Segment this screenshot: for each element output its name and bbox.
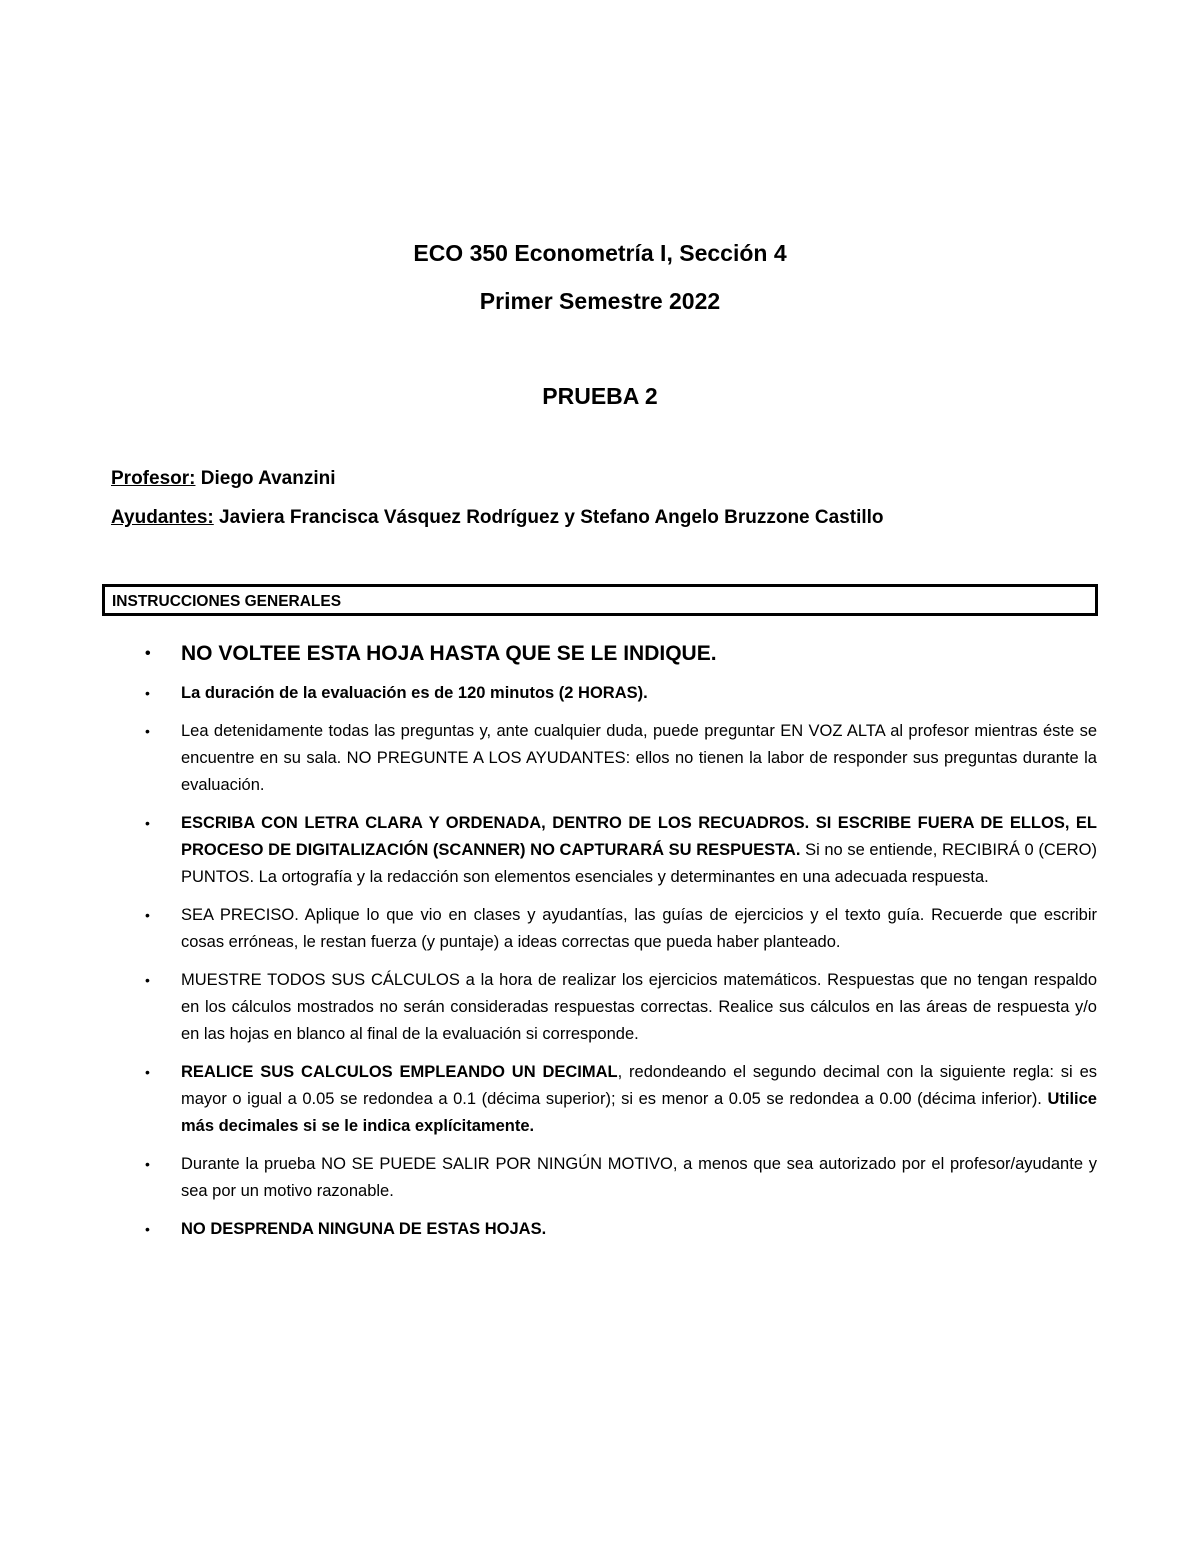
list-item: • REALICE SUS CALCULOS EMPLEANDO UN DECIMAL, redondeando el segundo decimal con la siguiente regla: si es mayor o igual a 0.05 se redondea a 0.1 (décima superior); si es menor a 0.05 se redondea a 0.00 (décima inferior). Utilice más decimales si se le indica explícitamente.: [0, 1059, 1097, 1140]
exam-title: PRUEBA 2: [542, 383, 658, 409]
list-item: • La duración de la evaluación es de 120 minutos (2 HORAS).: [0, 680, 1097, 707]
assistants-names: Javiera Francisca Vásquez Rodríguez y Stefano Angelo Bruzzone Castillo: [219, 507, 884, 528]
bullet-icon: •: [145, 972, 150, 988]
list-item: • Lea detenidamente todas las preguntas y, ante cualquier duda, puede preguntar EN VOZ ALTA al profesor mientras éste se encuentre en su sala. NO PREGUNTE A LOS AYUDANTES: ellos no tienen la labor de responder sus preguntas durante la evaluación.: [0, 718, 1097, 799]
bullet-icon: •: [145, 815, 150, 831]
bullet-icon: •: [145, 645, 151, 662]
list-item: • NO VOLTEE ESTA HOJA HASTA QUE SE LE INDIQUE.: [0, 640, 1097, 668]
list-item: • NO DESPRENDA NINGUNA DE ESTAS HOJAS.: [0, 1216, 1097, 1243]
list-item: • ESCRIBA CON LETRA CLARA Y ORDENADA, DENTRO DE LOS RECUADROS. SI ESCRIBE FUERA DE ELLOS, EL PROCESO DE DIGITALIZACIÓN (SCANNER) NO CAPTURARÁ SU RESPUESTA. Si no se entiende, RECIBIRÁ 0 (CERO) PUNTOS. La ortografía y la redacción son elementos esenciales y determinantes en una adecuada respuesta.: [0, 810, 1097, 891]
instructions-heading-box: [102, 584, 1098, 616]
course-title: ECO 350 Econometría I, Sección 4: [413, 240, 787, 266]
list-item: • Durante la prueba NO SE PUEDE SALIR POR NINGÚN MOTIVO, a menos que sea autorizado por el profesor/ayudante y sea por un motivo razonable.: [0, 1151, 1097, 1205]
semester-title: Primer Semestre 2022: [479, 288, 721, 314]
instructions-list: [0, 640, 1200, 1254]
bullet-icon: •: [145, 1156, 150, 1172]
professor-line: [111, 468, 336, 490]
list-item: • MUESTRE TODOS SUS CÁLCULOS a la hora de realizar los ejercicios matemáticos. Respuestas que no tengan respaldo en los cálculos mostrados no serán consideradas respuestas correctas. Realice sus cálculos en las áreas de respuesta y/o en las hojas en blanco al final de la evaluación si corresponde.: [0, 967, 1097, 1048]
professor-label: Profesor:: [111, 468, 196, 489]
bullet-icon: •: [145, 907, 150, 923]
bullet-icon: •: [145, 1064, 150, 1080]
list-item: • SEA PRECISO. Aplique lo que vio en clases y ayudantías, las guías de ejercicios y el texto guía. Recuerde que escribir cosas erróneas, le restan fuerza (y puntaje) a ideas correctas que pueda haber planteado.: [0, 902, 1097, 956]
bullet-icon: •: [145, 723, 150, 739]
instructions-heading: INSTRUCCIONES GENERALES: [112, 593, 342, 610]
bullet-icon: •: [145, 1221, 150, 1237]
professor-name: Diego Avanzini: [200, 468, 336, 489]
bullet-icon: •: [145, 685, 150, 701]
assistants-line: [111, 507, 884, 529]
assistants-label: Ayudantes:: [111, 507, 214, 528]
